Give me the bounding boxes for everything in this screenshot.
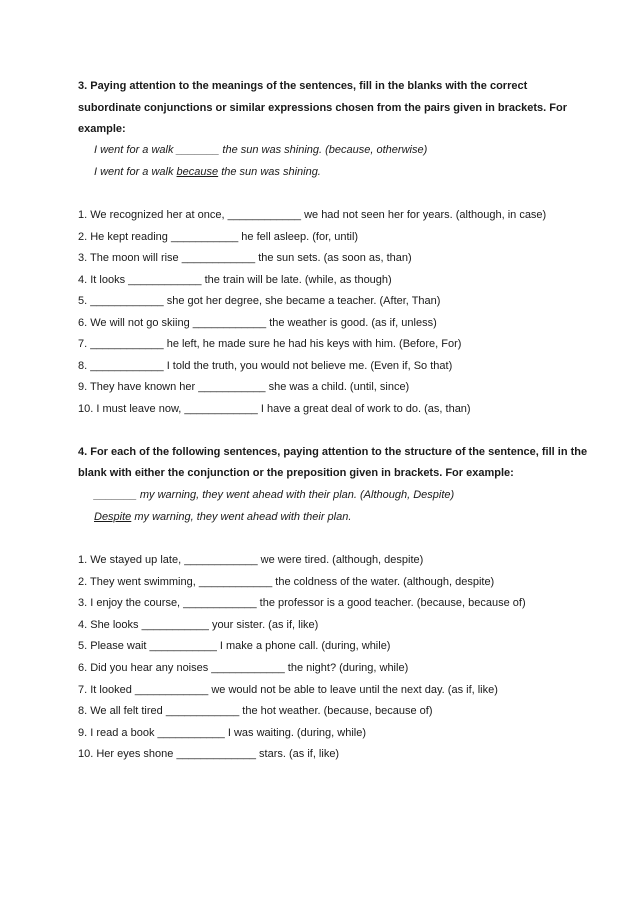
section3-heading-line2: subordinate conjunctions or similar expressions chosen from the pairs given in brackets. For [78, 102, 568, 114]
section4-example1: _______ my warning, they went ahead with their plan. (Although, Despite) [94, 489, 455, 501]
section3-item-6: 6. We will not go skiing ____________ the weather is good. (as if, unless) [78, 317, 437, 329]
section3-item-2: 2. He kept reading ___________ he fell asleep. (for, until) [78, 231, 359, 243]
section4-example2 [94, 510, 351, 524]
section4-example2-answer: Despite [94, 511, 132, 523]
section4-item-1: 1. We stayed up late, ____________ we were tired. (although, despite) [78, 554, 424, 566]
section4-example2-post: my warning, they went ahead with their plan. [131, 511, 352, 523]
example2-pre: I went for a walk [94, 166, 177, 178]
section4-item-5: 5. Please wait ___________ I make a phone call. (during, while) [78, 640, 391, 652]
section4-item-10: 10. Her eyes shone _____________ stars. (as if, like) [78, 748, 340, 760]
section3-item-10: 10. I must leave now, ____________ I have a great deal of work to do. (as, than) [78, 403, 471, 415]
section4-item-9: 9. I read a book ___________ I was waiting. (during, while) [78, 727, 367, 739]
example2-answer: because [176, 166, 219, 178]
section4-heading-line2: blank with either the conjunction or the preposition given in brackets. For example: [78, 467, 514, 479]
section4-heading-line1: 4. For each of the following sentences, paying attention to the structure of the sentence, fill in the [78, 446, 588, 458]
section3-item-1: 1. We recognized her at once, ____________ we had not seen her for years. (although, in case) [78, 209, 547, 221]
section4-item-4: 4. She looks ___________ your sister. (as if, like) [78, 619, 319, 631]
section4-item-3: 3. I enjoy the course, ____________ the professor is a good teacher. (because, because of) [78, 597, 526, 609]
example2-post: the sun was shining. [218, 166, 321, 178]
section3-item-8: 8. ____________ I told the truth, you would not believe me. (Even if, So that) [78, 360, 453, 372]
section4-item-7: 7. It looked ____________ we would not be able to leave until the next day. (as if, like) [78, 684, 498, 696]
section4-item-6: 6. Did you hear any noises ____________ the night? (during, while) [78, 662, 409, 674]
section4-item-2: 2. They went swimming, ____________ the coldness of the water. (although, despite) [78, 576, 495, 588]
section3-item-4: 4. It looks ____________ the train will be late. (while, as though) [78, 274, 392, 286]
section3-example1: I went for a walk _______ the sun was shining. (because, otherwise) [94, 144, 428, 156]
section3-item-7: 7. ____________ he left, he made sure he had his keys with him. (Before, For) [78, 338, 462, 350]
section3-item-5: 5. ____________ she got her degree, she became a teacher. (After, Than) [78, 295, 441, 307]
section3-item-9: 9. They have known her ___________ she was a child. (until, since) [78, 381, 410, 393]
section3-item-3: 3. The moon will rise ____________ the sun sets. (as soon as, than) [78, 252, 412, 264]
section3-example2 [94, 165, 321, 179]
section4-item-8: 8. We all felt tired ____________ the hot weather. (because, because of) [78, 705, 433, 717]
section3-heading-line1: 3. Paying attention to the meanings of the sentences, fill in the blanks with the correct [78, 80, 528, 92]
section3-heading-line3: example: [78, 123, 126, 135]
